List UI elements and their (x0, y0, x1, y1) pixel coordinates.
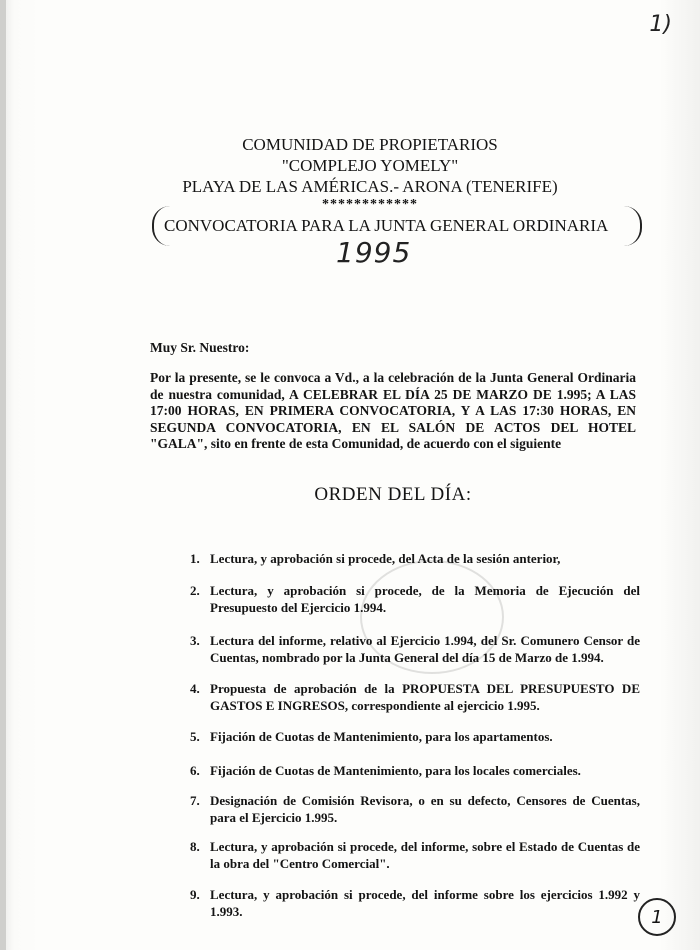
letterhead-line-3: PLAYA DE LAS AMÉRICAS.- ARONA (TENERIFE) (182, 177, 558, 196)
agenda-item-3 (190, 632, 640, 666)
agenda-item-number: 2. (190, 583, 200, 598)
agenda-item-text: Lectura, y aprobación si procede, del informe, sobre el Estado de Cuentas de la obra del "Centro Comercial". (210, 839, 640, 871)
agenda-item-number: 6. (190, 763, 200, 778)
circled-page-number (638, 898, 676, 936)
greeting: Muy Sr. Nuestro: (150, 340, 250, 355)
handwritten-year: 1995 (336, 236, 412, 269)
agenda-item-4 (190, 680, 640, 714)
letterhead-line-1: COMUNIDAD DE PROPIETARIOS (242, 135, 498, 154)
letterhead-line-2: "COMPLEJO YOMELY" (281, 156, 459, 175)
body-paragraph: Por la presente, se le convoca a Vd., a la celebración de la Junta General Ordinaria de nuestra comunidad, A CELEBRAR EL DÍA 25 DE MARZO DE 1.995; A LAS 17:00 HORAS, EN PRIMERA CONVOCATORIA, Y A LAS 17:30 HORAS, EN SEGUNDA CONVOCATORIA, EN EL SALÓN DE ACTOS DEL HOTEL "GALA", sito en frente de esta Comunidad, de acuerdo con el siguiente (150, 370, 636, 451)
handwritten-corner-number: 1) (649, 12, 672, 37)
agenda-item-text: Designación de Comisión Revisora, o en su defecto, Censores de Cuentas, para el Ejercicio 1.995. (210, 793, 640, 825)
page-edge-shadow (0, 0, 6, 950)
circled-page-number-text: 1 (651, 906, 663, 928)
agenda-item-5 (190, 728, 640, 745)
agenda-item-text: Fijación de Cuotas de Mantenimiento, para los apartamentos. (210, 729, 553, 744)
letterhead-stars: ************ (322, 197, 418, 212)
agenda-item-text: Lectura, y aprobación si procede, del informe sobre los ejercicios 1.992 y 1.993. (210, 887, 640, 919)
agenda-item-text: Lectura del informe, relativo al Ejercicio 1.994, del Sr. Comunero Censor de Cuentas, nombrado por la Junta General del día 15 de Marzo de 1.994. (210, 633, 640, 665)
agenda-item-number: 3. (190, 633, 200, 648)
agenda-item-9 (190, 886, 640, 920)
agenda-item-8 (190, 838, 640, 872)
agenda-item-7 (190, 792, 640, 826)
agenda-item-number: 5. (190, 729, 200, 744)
agenda-item-text: Fijación de Cuotas de Mantenimiento, para los locales comerciales. (210, 763, 581, 778)
agenda-item-text: Propuesta de aprobación de la PROPUESTA DEL PRESUPUESTO DE GASTOS E INGRESOS, correspondiente al ejercicio 1.995. (210, 681, 640, 713)
agenda-item-1 (190, 550, 640, 567)
agenda-item-2 (190, 582, 640, 616)
letterhead (150, 134, 590, 213)
agenda-item-number: 7. (190, 793, 200, 808)
orden-del-dia-title: ORDEN DEL DÍA: (314, 484, 472, 505)
agenda-item-number: 9. (190, 887, 200, 902)
agenda-item-text: Lectura, y aprobación si procede, de la Memoria de Ejecución del Presupuesto del Ejercicio 1.994. (210, 583, 640, 615)
agenda-item-6 (190, 762, 640, 779)
agenda-item-text: Lectura, y aprobación si procede, del Acta de la sesión anterior, (210, 551, 561, 566)
agenda-item-number: 8. (190, 839, 200, 854)
agenda-item-number: 4. (190, 681, 200, 696)
convocatoria-title: CONVOCATORIA PARA LA JUNTA GENERAL ORDINARIA (164, 216, 609, 235)
agenda-item-number: 1. (190, 551, 200, 566)
